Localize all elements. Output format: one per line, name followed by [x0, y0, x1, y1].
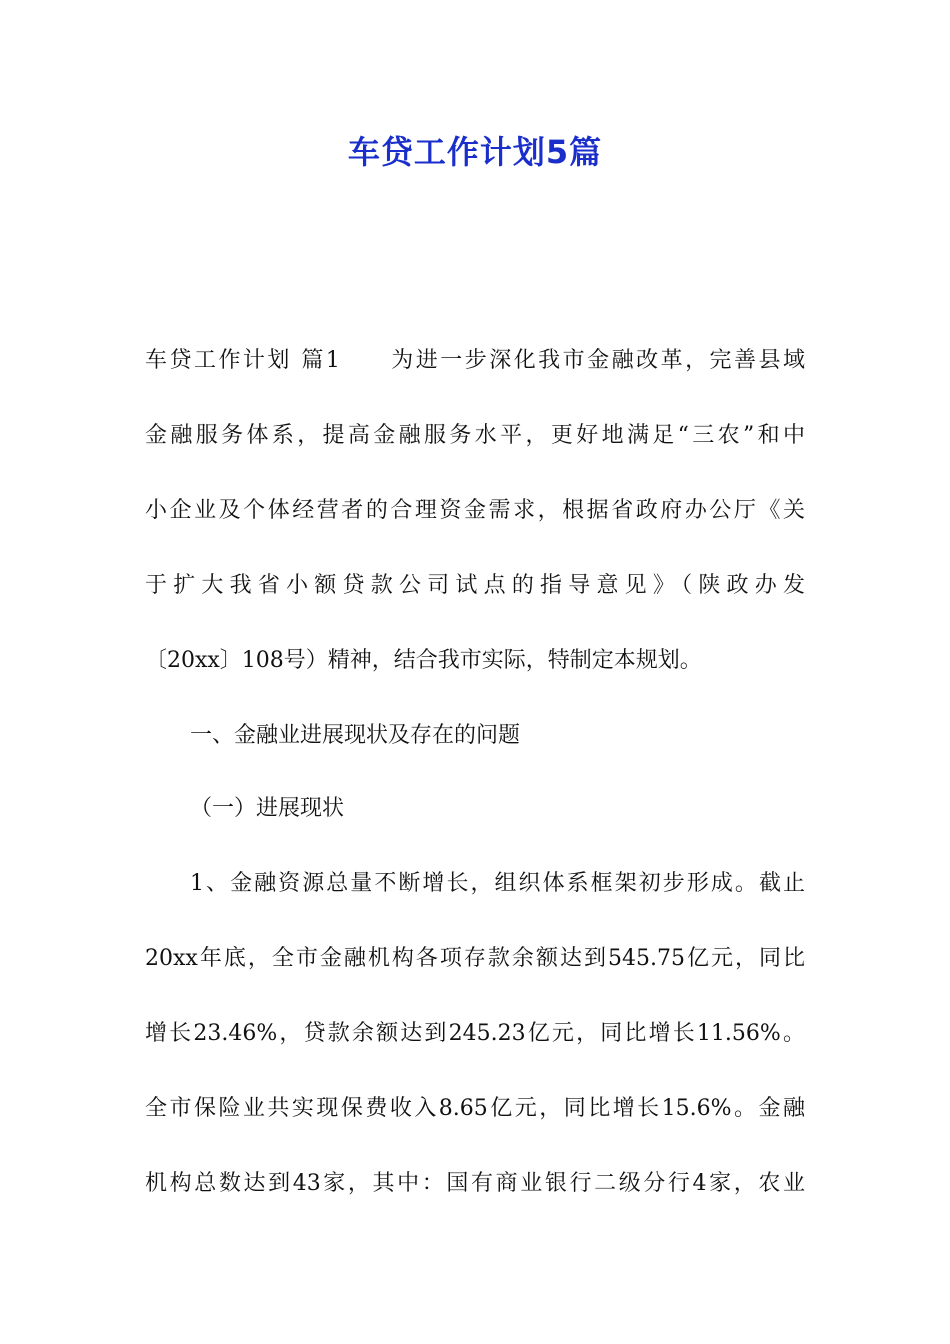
body-line: 于扩大我省小额贷款公司试点的指导意见》（陕政办发 — [145, 573, 805, 598]
body-line: 1、金融资源总量不断增长，组织体系框架初步形成。截止 — [190, 871, 805, 896]
subsection-heading: （一）进展现状 — [190, 796, 345, 821]
section-heading: 一、金融业进展现状及存在的问题 — [190, 723, 521, 748]
document-title: 车贷工作计划5篇 — [347, 133, 603, 171]
body-line: 小企业及个体经营者的合理资金需求，根据省政府办公厅《关 — [145, 498, 805, 523]
body-line: 金融服务体系，提高金融服务水平，更好地满足“三农”和中 — [145, 423, 805, 448]
body-line: 全市保险业共实现保费收入8.65亿元，同比增长15.6%。金融 — [145, 1096, 805, 1121]
body-line: 机构总数达到43家，其中：国有商业银行二级分行4家，农业 — [145, 1171, 805, 1196]
body-line: 20xx年底，全市金融机构各项存款余额达到545.75亿元，同比 — [145, 946, 805, 971]
body-line: 〔20xx〕108号）精神，结合我市实际，特制定本规划。 — [145, 648, 702, 673]
body-line: 增长23.46%，贷款余额达到245.23亿元，同比增长11.56%。 — [145, 1021, 805, 1046]
body-line: 车贷工作计划 篇1 为进一步深化我市金融改革，完善县域 — [145, 348, 805, 373]
